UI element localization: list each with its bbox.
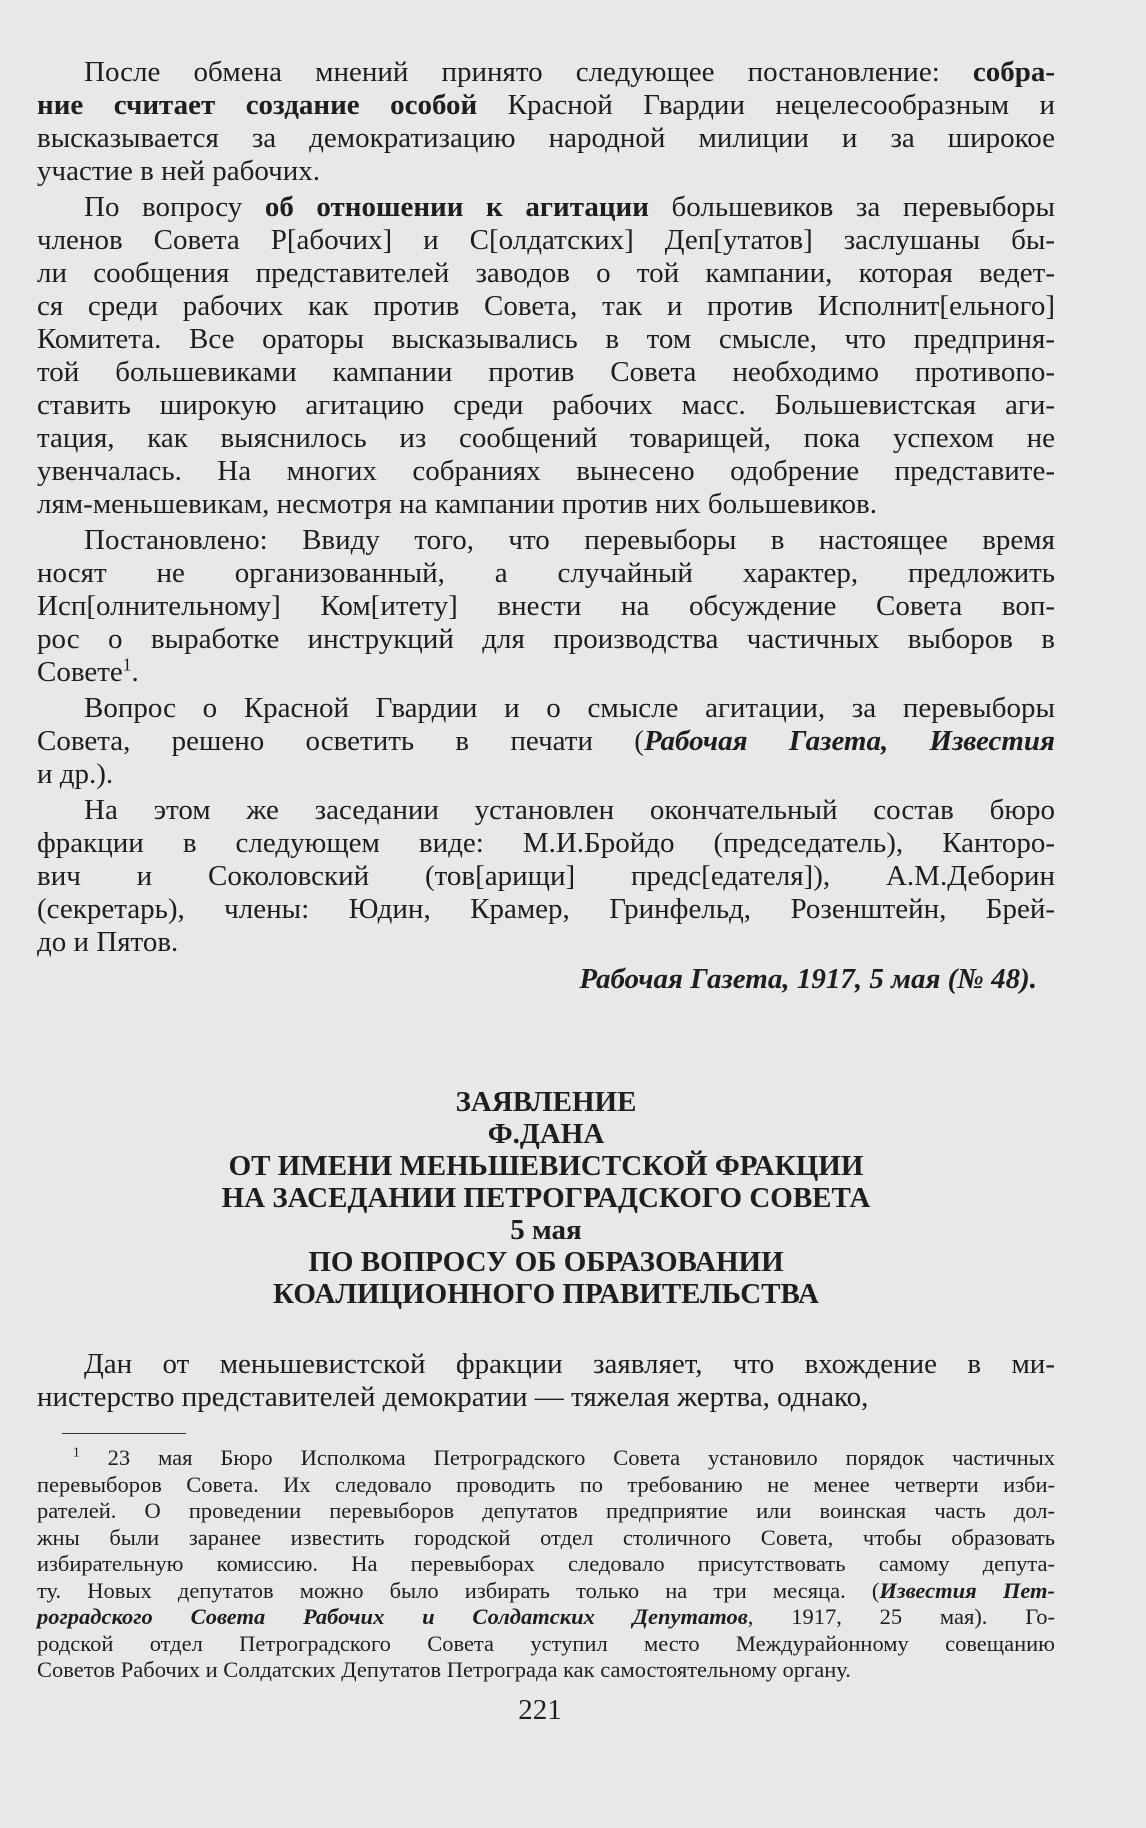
- footnote-divider: [62, 1433, 186, 1434]
- text-line: После обмена мнений принято следующее постановление: собра-: [84, 56, 1055, 88]
- heading-line: Ф.ДАНА: [487, 1118, 605, 1150]
- paragraph: [37, 794, 1055, 959]
- text-line: ние считает создание особой Красной Гвардии нецелесообразным и: [37, 89, 1055, 121]
- text-line: избирательную комиссию. На перевыборах следовало присутствовать самому депута-: [37, 1551, 1055, 1576]
- text-line: роградского Совета Рабочих и Солдатских Депутатов, 1917, 25 мая). Го-: [37, 1604, 1055, 1629]
- paragraph: [37, 191, 1055, 521]
- text-line: ставить широкую агитацию среди рабочих масс. Большевистская аги-: [37, 389, 1055, 421]
- heading-line: ОТ ИМЕНИ МЕНЬШЕВИСТСКОЙ ФРАКЦИИ: [228, 1150, 864, 1182]
- text-line: Исп[олнительному] Ком[итету] внести на обсуждение Совета воп-: [37, 590, 1055, 622]
- text-line: той большевиками кампании против Совета необходимо противопо-: [37, 356, 1055, 388]
- paragraph: [37, 692, 1055, 791]
- text-line: По вопросу об отношении к агитации большевиков за перевыборы: [84, 191, 1055, 223]
- text-line: до и Пятов.: [37, 926, 179, 958]
- text-line: носят не организованный, а случайный характер, предложить: [37, 557, 1055, 589]
- text-line: увенчалась. На многих собраниях вынесено одобрение представите-: [37, 455, 1055, 487]
- text-line: Советов Рабочих и Солдатских Депутатов Петрограда как самостоятельному органу.: [37, 1657, 851, 1682]
- text-line: родской отдел Петроградского Совета уступил место Междурайонному совещанию: [37, 1630, 1055, 1656]
- text-line: нистерство представителей демократии — тяжелая жертва, однако,: [37, 1381, 869, 1413]
- text-line: лям-меньшевикам, несмотря на кампании против них большевиков.: [37, 488, 877, 520]
- text-line: Совета, решено осветить в печати (Рабочая Газета, Известия: [37, 725, 1055, 757]
- text-line: вич и Соколовский (тов[арищи] предс[едателя]), А.М.Деборин: [37, 860, 1055, 892]
- source-citation: Рабочая Газета, 1917, 5 мая (№ 48).: [579, 963, 1037, 995]
- text-line: ту. Новых депутатов можно было избирать только на три месяца. (Известия Пет-: [37, 1577, 1056, 1603]
- text-line: Постановлено: Ввиду того, что перевыборы в настоящее время: [84, 524, 1055, 556]
- text-line: рателей. О проведении перевыборов депутатов предприятие или воинская часть дол-: [37, 1498, 1055, 1523]
- text-line: ли сообщения представителей заводов о той кампании, которая ведет-: [37, 257, 1055, 289]
- paragraph: [37, 1348, 1055, 1414]
- heading-line: ЗАЯВЛЕНИЕ: [455, 1086, 637, 1118]
- heading-line: 5 мая: [510, 1214, 582, 1246]
- text-line: тация, как выяснилось из сообщений товарищей, пока успехом не: [37, 422, 1055, 454]
- heading-line: НА ЗАСЕДАНИИ ПЕТРОГРАДСКОГО СОВЕТА: [221, 1182, 871, 1214]
- text-line: Дан от меньшевистской фракции заявляет, что вхождение в ми-: [84, 1348, 1055, 1380]
- text-line: Вопрос о Красной Гвардии и о смысле агитации, за перевыборы: [84, 692, 1055, 724]
- text-line: рос о выработке инструкций для производства частичных выборов в: [37, 623, 1055, 655]
- heading-line: ПО ВОПРОСУ ОБ ОБРАЗОВАНИИ: [308, 1246, 784, 1278]
- paragraph: [37, 524, 1055, 689]
- text-line: На этом же заседании установлен окончательный состав бюро: [84, 794, 1055, 826]
- page-number: 221: [518, 1694, 562, 1726]
- text-line: жны были заранее известить городской отдел столичного Совета, чтобы образовать: [37, 1524, 1055, 1550]
- text-line: фракции в следующем виде: М.И.Бройдо (председатель), Канторо-: [37, 827, 1055, 859]
- heading-line: КОАЛИЦИОННОГО ПРАВИТЕЛЬСТВА: [273, 1278, 819, 1310]
- footnote: [37, 1445, 1055, 1684]
- text-line: (секретарь), члены: Юдин, Крамер, Гринфельд, Розенштейн, Брей-: [37, 893, 1055, 925]
- statement-text: [37, 1348, 1055, 1414]
- text-line: участие в ней рабочих.: [37, 155, 320, 187]
- text-line: и др.).: [37, 758, 114, 790]
- text-line: Комитета. Все ораторы высказывались в том смысле, что предприня-: [37, 323, 1055, 355]
- paragraph: [37, 1445, 1055, 1684]
- main-text: [37, 56, 1055, 962]
- text-line: $^1$ 23 мая Бюро Исполкома Петроградского Совета установило порядок частичных: [73, 1444, 1055, 1470]
- text-line: Совете$^1$.: [37, 654, 139, 688]
- text-line: перевыборов Совета. Их следовало проводить по требованию не менее четверти изби-: [37, 1471, 1055, 1497]
- text-line: высказывается за демократизацию народной милиции и за широкое: [37, 122, 1055, 154]
- text-line: членов Совета Р[абочих] и С[олдатских] Деп[утатов] заслушаны бы-: [37, 224, 1055, 256]
- text-line: ся среди рабочих как против Совета, так и против Исполнит[ельного]: [37, 290, 1055, 322]
- paragraph: [37, 56, 1055, 188]
- document-heading: [37, 1086, 1055, 1310]
